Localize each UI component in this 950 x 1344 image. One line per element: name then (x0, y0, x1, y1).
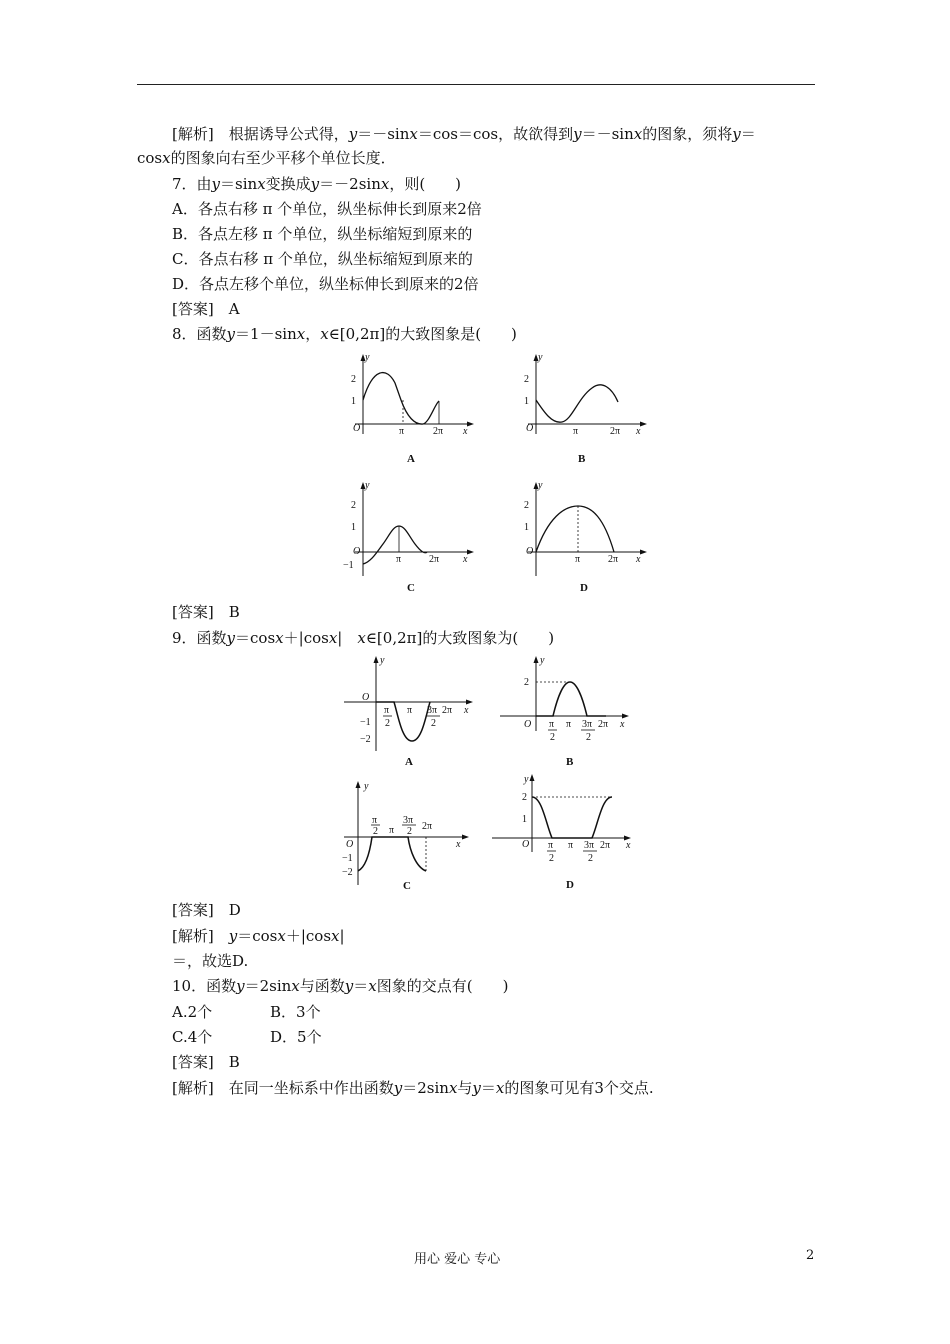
question-9-stem: 9．函数y＝cosx＋|cosx| x∈[0,2π]的大致图象为( ) (172, 629, 555, 647)
svg-text:2: 2 (373, 826, 378, 837)
svg-text:2π: 2π (610, 426, 621, 437)
q9-figure-c (336, 777, 476, 897)
svg-text:2: 2 (586, 732, 591, 743)
svg-text:C: C (403, 880, 411, 892)
svg-text:B: B (566, 756, 574, 768)
svg-text:2: 2 (431, 718, 436, 729)
question-10-option-c: C.4个 (172, 1028, 213, 1046)
svg-text:2: 2 (550, 732, 555, 743)
question-8-stem: 8．函数y＝1－sinx，x∈[0,2π]的大致图象是( ) (172, 325, 517, 343)
question-10-stem: 10．函数y＝2sinx与函数y＝x图象的交点有( ) (172, 977, 509, 995)
curve (358, 837, 426, 871)
svg-text:O: O (353, 423, 361, 434)
question-7-option-d: D．各点左移个单位，纵坐标伸长到原来的2倍 (172, 275, 479, 293)
question-10-option-d: D．5个 (270, 1028, 322, 1046)
question-8-answer: [答案] B (172, 603, 240, 621)
svg-text:O: O (362, 692, 370, 703)
curve (363, 526, 427, 564)
svg-text:π: π (372, 815, 378, 826)
svg-text:x: x (463, 554, 468, 565)
question-7-option-a: A．各点右移 π 个单位，纵坐标伸长到原来2倍 (172, 200, 482, 218)
q9-figure-d (488, 770, 638, 895)
curve (536, 682, 606, 716)
svg-text:2: 2 (524, 374, 529, 385)
question-10-explanation: [解析] 在同一坐标系中作出函数y＝2sinx与y＝x的图象可见有3个交点. (172, 1079, 654, 1097)
svg-text:2: 2 (351, 500, 356, 511)
svg-text:1: 1 (522, 814, 527, 825)
svg-text:2π: 2π (600, 840, 611, 851)
svg-text:A: A (405, 756, 413, 768)
svg-text:2: 2 (385, 718, 390, 729)
svg-text:π: π (548, 840, 554, 851)
q8-figure-c (335, 478, 485, 598)
svg-text:π: π (573, 426, 579, 437)
svg-text:3π: 3π (427, 705, 438, 716)
explanation-q6-line2: cosx的图象向右至少平移个单位长度． (137, 149, 396, 167)
question-10-answer: [答案] B (172, 1053, 240, 1071)
svg-text:y: y (540, 655, 545, 666)
svg-text:2π: 2π (429, 554, 440, 565)
svg-text:π: π (575, 554, 581, 565)
footer-slogan: 用心 爱心 专心 (414, 1252, 501, 1267)
svg-text:x: x (636, 554, 641, 565)
svg-text:x: x (636, 426, 641, 437)
svg-text:π: π (389, 825, 395, 836)
svg-text:x: x (463, 426, 468, 437)
svg-text:1: 1 (524, 522, 529, 533)
question-10-option-a: A.2个 (172, 1003, 213, 1021)
svg-text:1: 1 (351, 522, 356, 533)
svg-text:π: π (407, 705, 413, 716)
svg-text:x: x (626, 840, 631, 851)
curve (363, 373, 439, 425)
svg-text:−1: −1 (343, 560, 354, 571)
svg-text:x: x (620, 719, 625, 730)
svg-text:y: y (364, 781, 369, 792)
question-10-option-b: B．3个 (270, 1003, 321, 1021)
svg-text:y: y (538, 480, 543, 491)
svg-text:2: 2 (549, 853, 554, 864)
svg-text:2π: 2π (422, 821, 433, 832)
curve (536, 385, 618, 422)
question-9-conclusion: ＝，故选D. (172, 952, 249, 970)
svg-text:2: 2 (524, 677, 529, 688)
page-number: 2 (806, 1248, 815, 1263)
question-9-explanation: [解析] y＝cosx＋|cosx| (172, 927, 345, 945)
svg-text:2π: 2π (598, 719, 609, 730)
svg-text:π: π (396, 554, 402, 565)
svg-text:O: O (353, 546, 361, 557)
svg-text:2π: 2π (442, 705, 453, 716)
q8-figure-d (508, 478, 658, 598)
svg-text:y: y (380, 655, 385, 666)
svg-text:−2: −2 (360, 734, 371, 745)
question-7-option-c: C．各点右移 π 个单位，纵坐标缩短到原来的 (172, 250, 473, 268)
svg-text:O: O (522, 839, 530, 850)
svg-text:x: x (456, 839, 461, 850)
svg-text:−1: −1 (342, 853, 353, 864)
q8-figure-b (508, 350, 658, 470)
svg-text:1: 1 (524, 396, 529, 407)
svg-text:−1: −1 (360, 717, 371, 728)
svg-text:3π: 3π (584, 840, 595, 851)
svg-text:O: O (526, 546, 534, 557)
svg-text:2π: 2π (433, 426, 444, 437)
svg-text:D: D (580, 582, 588, 594)
svg-text:A: A (407, 453, 415, 465)
svg-text:O: O (526, 423, 534, 434)
svg-text:π: π (399, 426, 405, 437)
svg-text:y: y (538, 352, 543, 363)
svg-text:1: 1 (351, 396, 356, 407)
q9-figure-b (496, 655, 636, 775)
svg-text:y: y (365, 352, 370, 363)
question-7-answer: [答案] A (172, 300, 240, 318)
svg-text:2: 2 (407, 826, 412, 837)
question-9-answer: [答案] D (172, 901, 241, 919)
svg-text:x: x (464, 705, 469, 716)
svg-text:2: 2 (524, 500, 529, 511)
explanation-q6-line1: [解析] 根据诱导公式得，y＝－sinx＝cos＝cos，故欲得到y＝－sinx的图象，须将y＝ (172, 125, 756, 143)
svg-text:π: π (549, 719, 555, 730)
svg-text:3π: 3π (403, 815, 414, 826)
svg-text:π: π (566, 719, 572, 730)
svg-text:2: 2 (588, 853, 593, 864)
q9-figure-a (340, 655, 480, 775)
svg-text:−2: −2 (342, 867, 353, 878)
svg-text:y: y (365, 480, 370, 491)
curve (532, 797, 612, 838)
svg-text:D: D (566, 879, 574, 891)
question-7-stem: 7．由y＝sinx变换成y＝－2sinx，则( ) (172, 175, 462, 193)
svg-text:O: O (346, 839, 354, 850)
svg-text:2π: 2π (608, 554, 619, 565)
svg-text:2: 2 (522, 792, 527, 803)
question-7-option-b: B．各点左移 π 个单位，纵坐标缩短到原来的 (172, 225, 473, 243)
svg-text:B: B (578, 453, 586, 465)
svg-text:π: π (384, 705, 390, 716)
header-rule (137, 84, 815, 85)
svg-text:O: O (524, 719, 532, 730)
svg-text:y: y (524, 774, 529, 785)
svg-text:π: π (568, 840, 574, 851)
svg-text:2: 2 (351, 374, 356, 385)
svg-text:3π: 3π (582, 719, 593, 730)
curve (536, 506, 614, 552)
svg-text:C: C (407, 582, 415, 594)
q8-figure-a (335, 350, 485, 470)
